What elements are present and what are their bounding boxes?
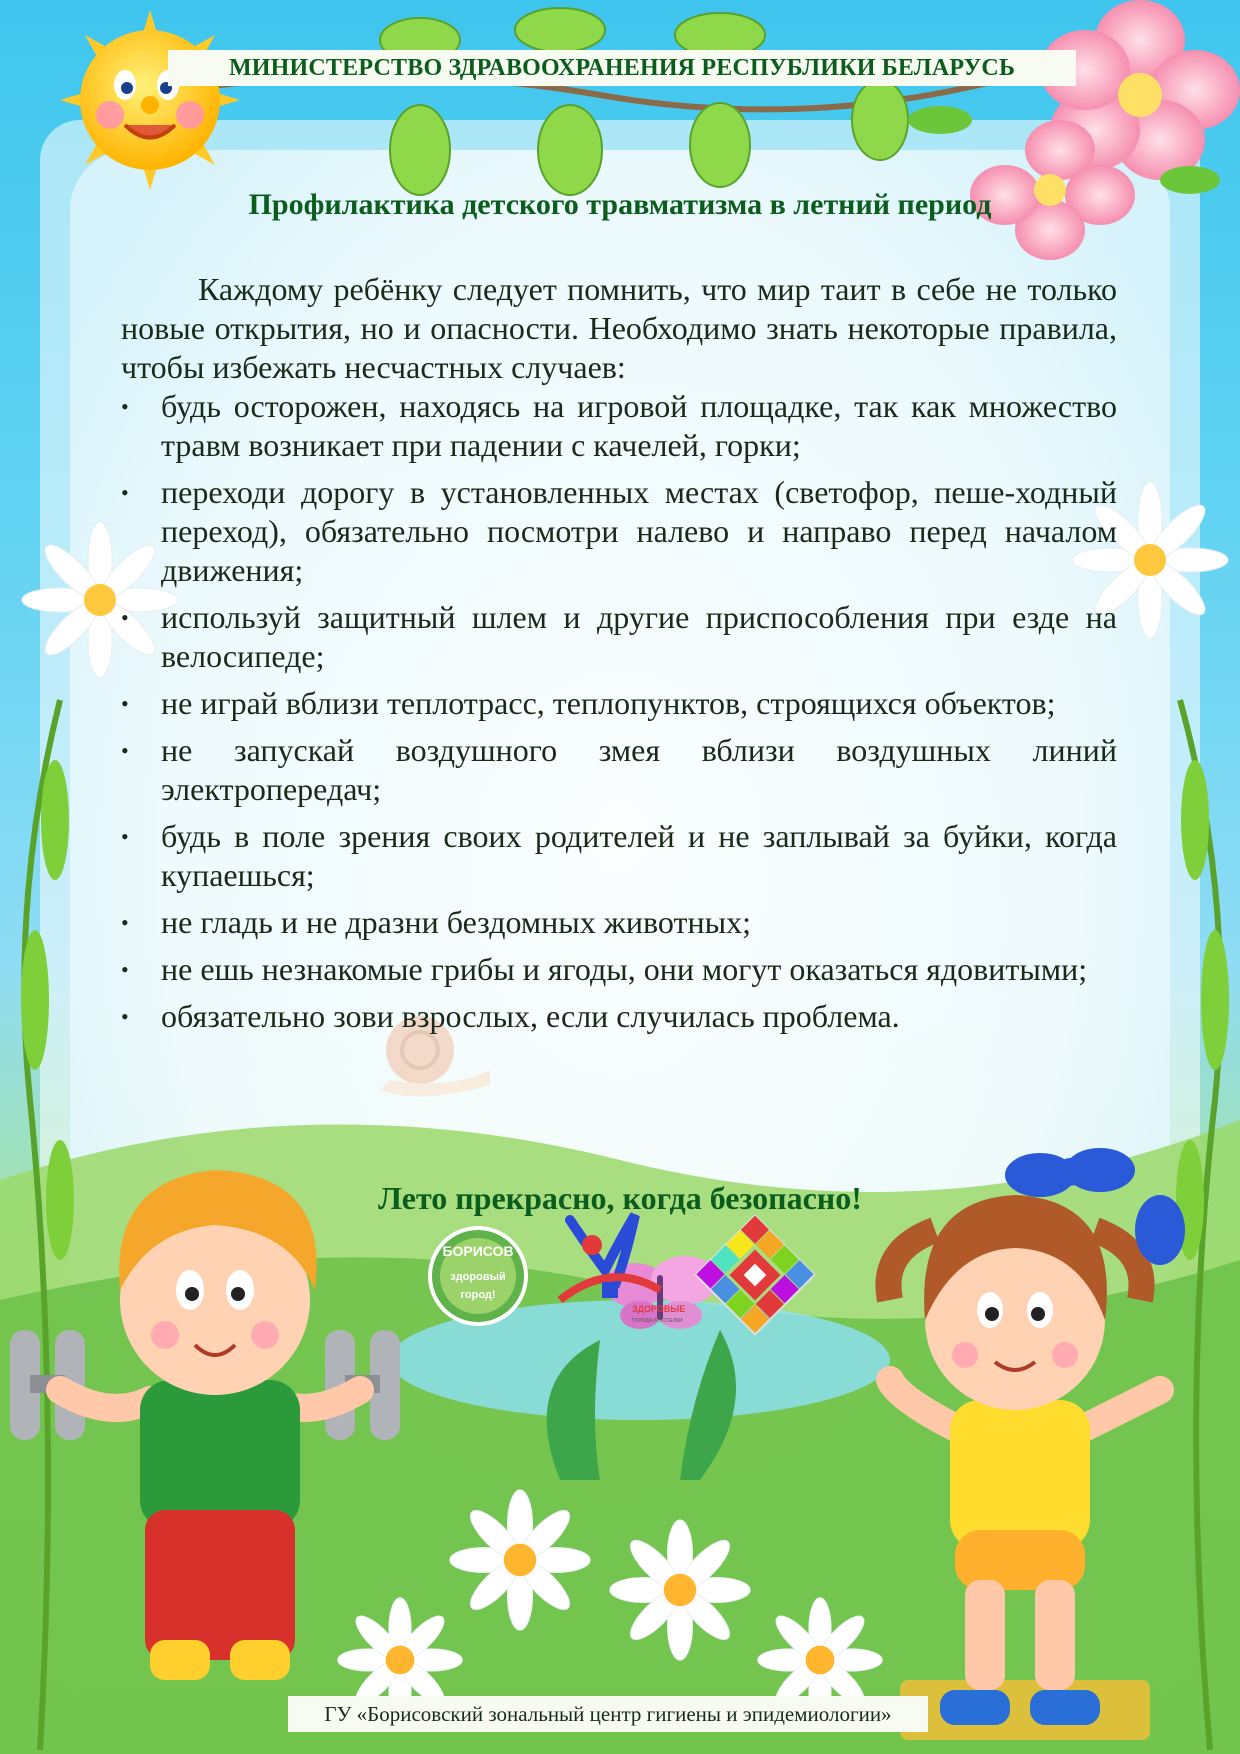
footer-organization: ГУ «Борисовский зональный центр гигиены и эпидемиологии» bbox=[288, 1696, 928, 1732]
rules-list bbox=[121, 387, 1117, 1036]
ministry-banner: МИНИСТЕРСТВО ЗДРАВООХРАНЕНИЯ РЕСПУБЛИКИ БЕЛАРУСЬ bbox=[168, 50, 1076, 86]
intro-paragraph: Каждому ребёнку следует помнить, что мир таит в себе не только новые открытия, но и опасности. Необходимо знать некоторые правила, чтобы избежать несчастных случаев: bbox=[121, 271, 1117, 385]
svg-text:ГОРОДА И ПОСЕЛКИ: ГОРОДА И ПОСЕЛКИ bbox=[632, 1318, 683, 1324]
sun-icon bbox=[60, 10, 240, 190]
list-item: • будь осторожен, находясь на игровой площадке, так как множество травм возникает при падении с качелей, горки; bbox=[121, 387, 1117, 465]
svg-text:БОРИСОВ: БОРИСОВ bbox=[442, 1243, 514, 1259]
page-title: Профилактика детского травматизма в летний период bbox=[248, 188, 992, 221]
svg-text:ЗДОРОВЫЕ: ЗДОРОВЫЕ bbox=[632, 1304, 686, 1314]
list-item: • не гладь и не дразни бездомных животных; bbox=[121, 903, 1117, 942]
list-item: • используй защитный шлем и другие приспособления при езде на велосипеде; bbox=[121, 598, 1117, 676]
list-item: • будь в поле зрения своих родителей и не заплывай за буйки, когда купаешься; bbox=[121, 817, 1117, 895]
list-item: • не ешь незнакомые грибы и ягоды, они могут оказаться ядовитыми; bbox=[121, 950, 1117, 989]
list-item: • не играй вблизи теплотрасс, теплопунктов, строящихся объектов; bbox=[121, 684, 1117, 723]
slogan: Лето прекрасно, когда безопасно! bbox=[378, 1180, 862, 1216]
svg-text:город!: город! bbox=[460, 1289, 496, 1301]
list-item: • переходи дорогу в установленных местах (светофор, пеше-ходный переход), обязательно посмотри налево и направо перед началом движения; bbox=[121, 473, 1117, 590]
borisov-healthy-city-logo bbox=[428, 1226, 528, 1326]
list-item: • не запускай воздушного змея вблизи воздушных линий электропередач; bbox=[121, 731, 1117, 809]
list-item: • обязательно зови взрослых, если случилась проблема. bbox=[121, 997, 1117, 1036]
main-text bbox=[121, 270, 1117, 1044]
svg-text:здоровый: здоровый bbox=[450, 1271, 506, 1283]
